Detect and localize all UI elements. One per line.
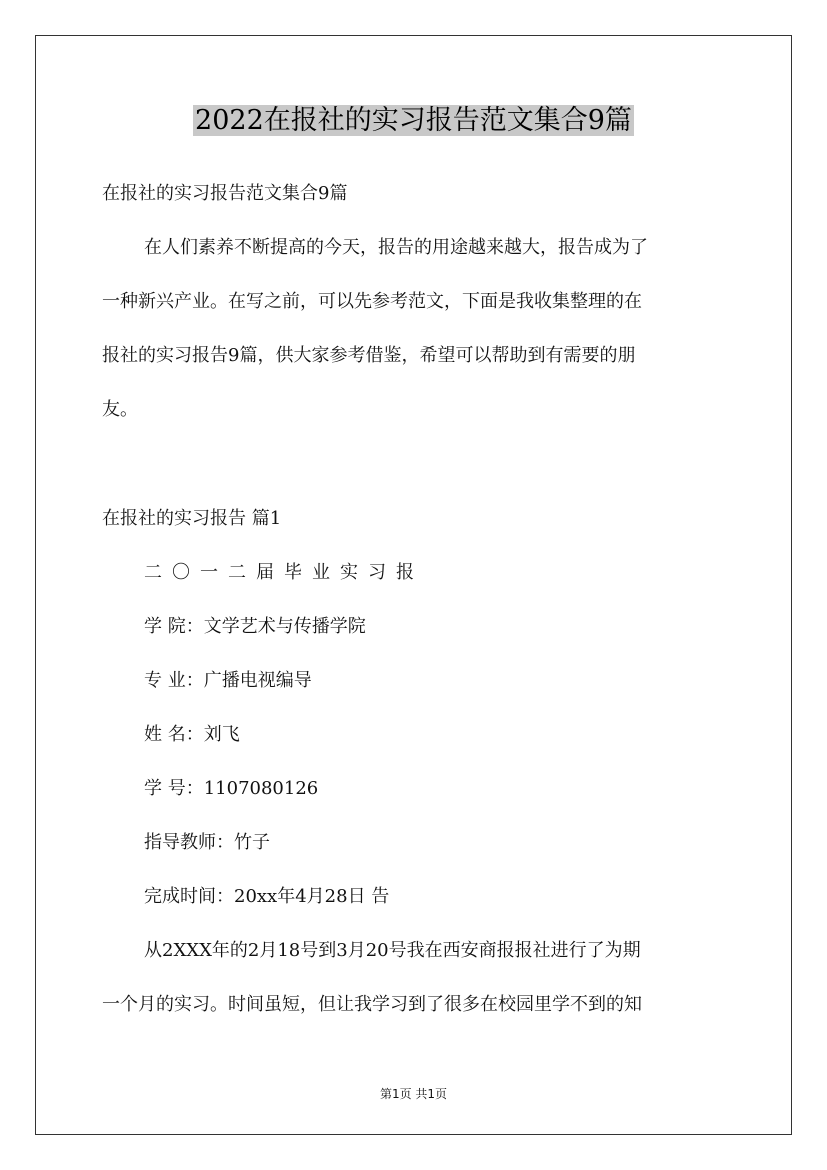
info-name: 姓 名：刘飞: [144, 724, 240, 745]
intro-line-3: 报社的实习报告9篇，供大家参考借鉴，希望可以帮助到有需要的朋: [102, 345, 636, 366]
document-title: 2022在报社的实习报告范文集合9篇: [195, 105, 632, 136]
intro-line-2: 一种新兴产业。在写之前，可以先参考范文，下面是我收集整理的在: [102, 291, 642, 312]
document-title-wrap: [0, 101, 827, 141]
info-college: 学 院：文学艺术与传播学院: [144, 616, 366, 637]
intro-line-4: 友。: [102, 399, 138, 420]
info-advisor: 指导教师：竹子: [144, 832, 270, 853]
info-major: 专 业：广播电视编导: [144, 670, 312, 691]
section-heading: 在报社的实习报告 篇1: [102, 508, 282, 529]
info-student-id: 学 号：1107080126: [144, 778, 319, 799]
subtitle: 在报社的实习报告范文集合9篇: [102, 183, 348, 204]
page-footer: 第1页 共1页: [379, 1087, 448, 1101]
report-title: 二〇一二届毕业实习报: [144, 562, 424, 583]
info-completion: 完成时间：20xx年4月28日 告: [144, 886, 390, 907]
body-line-2: 一个月的实习。时间虽短，但让我学习到了很多在校园里学不到的知: [102, 994, 642, 1015]
intro-line-1: 在人们素养不断提高的今天，报告的用途越来越大，报告成为了: [144, 237, 648, 258]
body-line-1: 从2XXX年的2月18号到3月20号我在西安商报报社进行了为期: [144, 940, 641, 961]
